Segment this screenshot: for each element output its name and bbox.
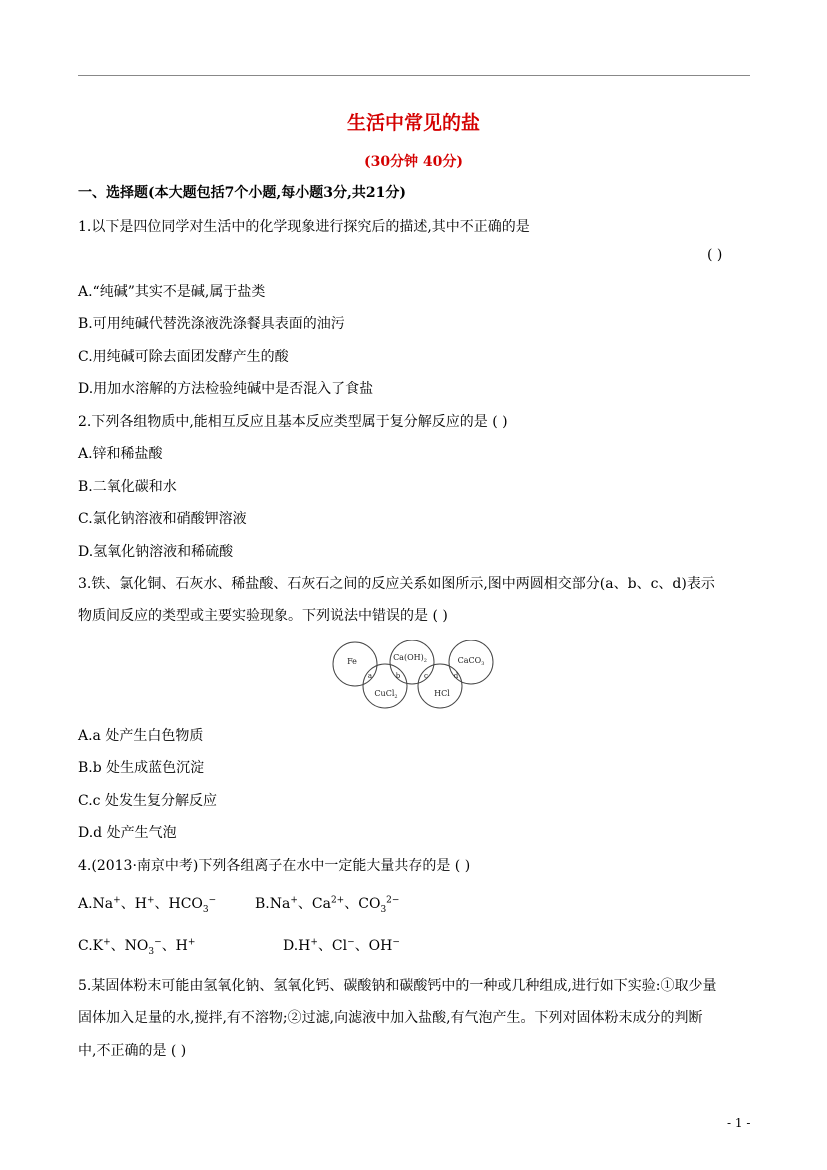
label-b: b	[395, 672, 401, 680]
circle-cucl2	[363, 664, 407, 708]
label-a: a	[367, 672, 373, 680]
q1-option-a: A.“纯碱”其实不是碱,属于盐类	[78, 284, 266, 300]
q4-option-b: B.Na+、$Ca^{2+}$、$CO_3^{2-}$	[255, 895, 400, 915]
circle-hcl	[418, 664, 462, 708]
q3-stem-line1: 3.铁、氯化铜、石灰水、稀盐酸、石灰石之间的反应关系如图所示,图中两圆相交部分(a、b、c、d)表示	[78, 576, 715, 592]
label-fe: Fe	[347, 657, 357, 666]
q1-option-d: D.用加水溶解的方法检验纯碱中是否混入了食盐	[78, 381, 374, 397]
q3-option-c: C.c 处发生复分解反应	[78, 793, 217, 809]
q2-option-d: D.氢氧化钠溶液和稀硫酸	[78, 544, 234, 560]
label-hcl: HCl	[434, 689, 450, 698]
section-heading: 一、选择题(本大题包括7个小题,每小题3分,共21分)	[78, 185, 406, 201]
q3-option-b: B.b 处生成蓝色沉淀	[78, 760, 205, 776]
q3-option-d: D.d 处产生气泡	[78, 825, 177, 841]
q4-option-a: A.Na+、H+、$HCO_3^-$	[78, 895, 217, 915]
label-caoh2: $Ca(OH)_2$	[393, 653, 427, 664]
q2-option-b: B.二氧化碳和水	[78, 479, 177, 495]
q5-stem-line1: 5.某固体粉末可能由氢氧化钠、氢氧化钙、碳酸钠和碳酸钙中的一种或几种组成,进行如下实验:①取少量	[78, 978, 717, 994]
q2-option-a: A.锌和稀盐酸	[78, 446, 163, 462]
label-cucl2: CuCl$_2$	[374, 689, 398, 700]
q5-stem-line3: 中,不正确的是 ( )	[78, 1043, 187, 1059]
page-number: - 1 -	[727, 1116, 751, 1130]
page-subtitle: (30分钟 40分)	[363, 154, 464, 170]
q3-option-a: A.a 处产生白色物质	[78, 728, 204, 744]
q4-stem: 4.(2013·南京中考)下列各组离子在水中一定能大量共存的是 ( )	[78, 858, 471, 874]
q2-stem: 2.下列各组物质中,能相互反应且基本反应类型属于复分解反应的是 ( )	[78, 414, 508, 430]
q1-stem: 1.以下是四位同学对生活中的化学现象进行探究后的描述,其中不正确的是	[78, 219, 530, 235]
q1-answer-paren: ( )	[707, 247, 723, 263]
header-rule	[78, 75, 750, 76]
q3-stem-line2: 物质间反应的类型或主要实验现象。下列说法中错误的是 ( )	[78, 608, 448, 624]
q4-option-c: C.K+、$NO_3^-$、H+	[78, 937, 196, 957]
label-caco3: CaCO$_3$	[457, 656, 485, 667]
q2-option-c: C.氯化钠溶液和硝酸钾溶液	[78, 511, 247, 527]
label-c: c	[424, 672, 428, 680]
label-d: d	[453, 672, 459, 680]
q4-option-d: D.H+、Cl−、OH−	[283, 937, 400, 954]
page-title: 生活中常见的盐	[346, 112, 480, 134]
q5-stem-line2: 固体加入足量的水,搅拌,有不溶物;②过滤,向滤液中加入盐酸,有气泡产生。下列对固体粉末成分的判断	[78, 1010, 703, 1026]
q1-option-b: B.可用纯碱代替洗涤液洗涤餐具表面的油污	[78, 316, 345, 332]
q1-option-c: C.用纯碱可除去面团发酵产生的酸	[78, 349, 289, 365]
reaction-circles-diagram	[330, 640, 495, 710]
